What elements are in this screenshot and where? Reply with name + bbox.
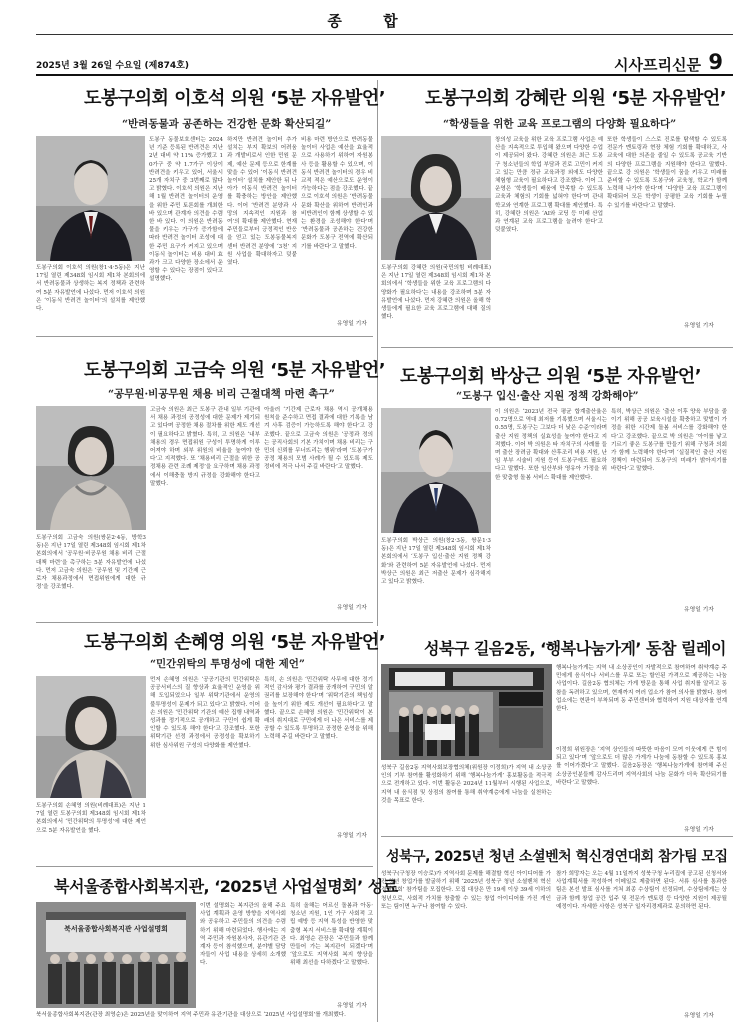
body-column: 도봉구 동물보호센터는 2024년 기준 등록된 반려견은 지난 2년 대비 약 11% 증가했고 10가구 중 약 1.7가구 이상이 반려견을 키우고 있어, 서울시 25개 자치구 중 3번째로 많다고 밝혔다. 이호석 의원은 지난해 1월 반려견 놀이터의 운영을 위한 주민 토론회를 개최한 바 있으며 관계자 의견을 수렴한 바 있다. 이 의원은 반려동물을 키우는 가구가 증가함에 따라 반려견 놀이터 조성에 대한 주민 요구가 커지고 있으며 이동식 놀이터는 비용 대비 효과가 크고 다양한 장소에서 운영할 수 있다는 장점이 있다고 설명했다. <box>149 137 223 283</box>
row-divider <box>36 866 373 867</box>
body-column: 참가 희망자는 오는 4월 11일까지 성북구청 누리집에 공고된 신청서와 사업계획서를 작성하여 이메일로 제출하면 된다. 서류 심사를 통과한 팀은 본선 발표 심사를 거쳐 최종 수상팀이 선정되며, 수상팀에게는 상금과 함께 창업 공간 입주 및 전문가 멘토링 등 다양한 지원이 제공될 예정이다. 자세한 사항은 성북구 일자리경제과로 문의하면 된다. <box>556 871 727 910</box>
body-column: 이번 설명회는 복지관의 올해 주요 사업 계획과 운영 방향을 지역사회와 공유하고 주민들의 의견을 수렴하기 위해 마련되었다. 행사에는 지역 주민과 자원봉사자, 유관기관 관계자 등이 참석했으며, 분야별 담당자들이 사업 내용을 상세히 소개했다. <box>200 903 286 967</box>
row-divider <box>36 622 373 623</box>
headline: 성북구 길음2동, ‘행복나눔가게’ 동참 릴레이 <box>424 639 726 658</box>
body-column: 하지만 반려견 놀이터 추가 설치는 부지 확보의 어려움과 개발비로서 인한 민원 문제, 예산 문제 등으로 한계를 맞을 수 있어 ‘이동식 반려견 놀이터’ 설치를 제안한 뒤 나아가 이동식 반려견 놀이터를 확충하는 방안을 제안했다. 이어 ‘반려견 분양과 사망의 지속적인 지원과 참여’의 확대를 제안했다. 현재 주민들로부터 긍정적인 반응을 얻고 있는 도봉동물복지센터 반려견 분양에 ‘3천’ 지원 사업을 확대하자고 덧붙였다. <box>227 137 297 267</box>
byline: 유영일 기자 <box>337 321 367 327</box>
body-column: 또한 학생들이 스스로 진로를 탐색할 수 있도록 전문가 멘토링과 현장 체험 기회를 확대하고, 사교육에 대한 의존을 줄일 수 있도록 공교육 기반의 다양한 프로그램을 지원해야 한다고 말했다. 끝으로 강 의원은 ‘학생들이 꿈을 키우고 미래를 준비할 수 있도록 도봉구와 교육청, 학교가 함께 노력해 나가야 한다’며 ‘다양한 교육 프로그램이 확대되어 모든 학생이 공평한 교육 기회를 누릴 수 있기를 바란다’고 말했다. <box>607 137 727 209</box>
body-column: 고금숙 의원은 최근 도봉구 관내 일부 기관에서 채용 과정의 공정성에 대한 문제가 제기되고 있다며 공정한 채용 절차를 위한 제도 개선이 필요하다고 밝혔다. 특히, 고 의원은 ‘내부채용의 경우 면접위원 구성이 투명하게 이루어져야 하며 외부 위원의 비율을 높여야 한다’고 지적했다. 또 ‘채용비리 근절을 위한 공정채용 관련 조례 제정’을 요구하며 채용 과정에서 이해충돌 방지 규정을 강화해야 한다고 말했다. <box>150 407 260 487</box>
body-column: 특히 올해는 어르신 돌봄과 아동·청소년 지원, 1인 가구 사회적 고립 예방 등 지역 특성을 반영한 맞춤형 복지 서비스를 확대할 계획이다. 최영순 관장은 ‘주민들과 함께 만들어 가는 복지관이 되겠다’며 ‘앞으로도 지역사회 복지 향상을 위해 최선을 다하겠다’고 말했다. <box>290 903 373 967</box>
row-divider <box>36 336 373 337</box>
subhead: “학생들을 위한 교육 프로그램의 다양화 필요하다” <box>443 118 677 130</box>
byline: 유영일 기자 <box>684 607 714 613</box>
column-divider <box>377 630 378 1022</box>
section-label: 종 합 <box>327 12 416 30</box>
portrait-photo <box>36 136 145 261</box>
photo-caption: 도봉구의회 고금숙 의원(쌍문2·4동, 방학3동)은 지난 17일 열린 제348회 임시회 제1차 본회의에서 ‘공무원·비공무원 채용 비리 근절대책 마련’을 촉구하는 5분 자유발언에 나섰다. 먼저 고금숙 의원은 ‘공무원 및 기간제 근로자 채용과정에서 면접위원에게 대한 규정’을 강조했다. <box>36 535 146 591</box>
headline: 도봉구의회 박상근 의원 ‘5분 자유발언’ <box>400 366 702 387</box>
subhead: “반려동물과 공존하는 건강한 문화 확산되길” <box>122 118 332 130</box>
byline: 유영일 기자 <box>684 1013 714 1019</box>
photo-caption: 도봉구의회 이호석 의원(창1·4·5동)은 지난 17일 열린 제348회 임시회 제1차 본회의에서 반려동물과 상생하는 복지 정책과 관련하여 5분 자유발언에 나섰다. 먼저 이호석 의원은 ‘이동식 반려견 놀이터’의 설치를 제안했다. <box>36 265 145 313</box>
row-divider <box>381 347 733 348</box>
photo-caption: 도봉구의회 박상근 의원(창2·3동, 쌍문1·3동)은 지난 17일 열린 제348회 임시회 제1차 본회의에서 ‘도봉구 입신·출산 지원 정책 강화’와 관련하여 5분 자유발언에 나섰다. 먼저 박상근 의원은 최근 저출산 문제가 심각해지고 있다고 밝혔다. <box>381 538 491 586</box>
page-number: 9 <box>708 50 723 74</box>
body-column: 먼저 손혜영 의원은 ‘공공기관의 민간위탁은 공공서비스의 질 향상과 효율적인 운영을 위해 도입되었으나 일부 위탁기관에서 운영의 불투명성이 문제가 되고 있다’고 밝혔다. 이어 손 의원은 ‘민간위탁 기관의 예산 집행 내역과 성과를 정기적으로 공개하고 구민이 쉽게 확인할 수 있도록 해야 한다’고 강조했다. 또한 위탁기관 선정 과정에서 공정성을 확보하기 위한 심사위원 구성의 다양화를 제안했다. <box>150 677 260 749</box>
byline: 유영일 기자 <box>337 1003 367 1009</box>
body-column: 특히, 손 의원은 ‘민간위탁 사무에 대한 정기적인 감사와 평가 결과를 공개하여 구민의 알 권리를 보장해야 한다’며 ‘위탁기관의 책임성을 높이기 위한 제도 개선이 필요하다’고 말했다. 끝으로 손혜영 의원은 ‘민간위탁이 본래의 취지대로 구민에게 더 나은 서비스를 제공할 수 있도록 투명하고 공정한 운영을 위해 노력해 주길 바란다’고 말했다. <box>264 677 373 741</box>
masthead: 시사프리신문 <box>614 56 701 74</box>
byline: 유영일 기자 <box>684 827 714 833</box>
event-photo <box>36 902 196 1008</box>
byline: 유영일 기자 <box>684 323 714 329</box>
photo-caption: 도봉구의회 손혜영 의원(비례대표)은 지난 17일 열린 도봉구의회 제348회 임시회 제1차 본회의에서 ‘민간위탁의 투명성’에 대한 제언으로 5분 자유발언을 했다. <box>36 803 146 834</box>
photo-caption: 북서울종합사회복지관(관장 최영순)은 2025년을 맞이하여 지역 주민과 유관기관을 대상으로 ‘2025년 사업설명회’를 개최했다. <box>36 1012 346 1018</box>
byline: 유영일 기자 <box>337 833 367 839</box>
subhead: “민간위탁의 투명성에 대한 제언” <box>150 658 305 670</box>
header-rule <box>36 34 733 35</box>
body-column: 비용 마련 방안으로 반려동물 놀이터 사업은 예산을 효율적으로 사용하기 위하여 자원봉사 등을 활용할 수 있으며, 이동식 반려견 놀이터의 경우 비교적 적은 예산으로도 운영이 가능하다는 점을 강조했다. 끝으로 이호석 의원은 ‘반려동물 문화 확산을 위하여 반려인과 비반려인이 함께 상생할 수 있는 환경을 조성해야 한다’며 ‘반려동물과 공존하는 건강한 문화가 도봉구 전역에 확산되기를 바란다’고 말했다. <box>301 137 373 250</box>
body-column: 특히, 박상근 의원은 ‘출산 이후 양육 부담을 줄이기 위해 공공 보육시설을 확충하고 맞벌이 가정을 위한 시간제 돌봄 서비스를 강화해야 한다’고 강조했다. 끝으로 박 의원은 ‘아이를 낳고 기르기 좋은 도봉구를 만들기 위해 구청과 의회가 함께 노력해야 한다’며 ‘실질적인 출산 지원 정책이 마련되어 도봉구의 미래가 밝아지기를 바란다’고 말했다. <box>611 409 727 473</box>
portrait-photo <box>381 408 491 533</box>
body-column: 성북구(구청장 이승로)가 지역사회 문제를 해결할 혁신 아이디어를 가진 청년 창업가를 발굴하기 위해 ‘2025년 성북구 청년 소셜벤처 혁신경연대회’ 참가팀을 모집한다. 모집 대상은 만 19세 이상 39세 이하의 청년으로, 사회적 가치를 창출할 수 있는 창업 아이디어를 가진 개인 또는 팀이면 누구나 참여할 수 있다. <box>381 871 551 910</box>
issue-date: 2025년 3월 26일 수요일 (제874호) <box>36 61 189 71</box>
body-column: 이 의원은 ‘2023년 전국 평균 합계출산율은 0.72명으로 역대 최저를 기록했으며 서울시는 0.55명, 도봉구는 그보다 더 낮은 수준’이라며 출산 지원 정책의 실효성을 높여야 한다고 지적했다. 이어 박 의원은 타 자치구의 사례를 들며 출산 장려금 확대와 산후조리 비용 지원, 난임 부부 시술비 지원 등이 도봉구에도 필요하다고 말했다. 또한 임산부와 영유아 가정을 위한 맞춤형 돌봄 서비스 확대를 제안했다. <box>495 409 607 481</box>
portrait-photo <box>36 676 146 798</box>
body-column: 이정희 위원장은 ‘지역 상인들의 따뜻한 마음이 모여 이웃에게 큰 힘이 되고 있다’며 ‘앞으로도 더 많은 가게가 나눔에 동참할 수 있도록 홍보를 이어가겠다’고 말했다. 길음2동장은 ‘행복나눔가게에 참여해 주신 소상공인분들께 감사드리며 지역사회의 나눔 문화가 더욱 확산되기를 바란다’고 말했다. <box>556 747 727 786</box>
headline: 도봉구의회 강혜란 의원 ‘5분 자유발언’ <box>425 88 727 109</box>
masthead-rule <box>36 74 733 76</box>
headline: 도봉구의회 고금숙 의원 ‘5분 자유발언’ <box>84 360 386 381</box>
row-divider <box>381 836 733 837</box>
column-divider <box>377 80 378 626</box>
headline: 도봉구의회 손혜영 의원 ‘5분 자유발언’ <box>84 632 386 653</box>
photo-banner-text: 북서울종합사회복지관 사업설명회 <box>64 925 168 933</box>
store-photo <box>381 664 552 760</box>
portrait-photo <box>36 406 146 530</box>
body-column: 창의성 교육을 위한 교육 프로그램 사업은 예산을 지속적으로 투입해 왔으며 다양한 수업이 제공되어 왔다. 강혜란 의원은 최근 도봉구 청소년들의 학업 부담과 진로 고민이 커지고 있는 만큼 정규 교육과정 외에도 다양한 체험형 교육이 필요하다고 강조했다. 이어 그 운영은 ‘학생들이 배움에 만족할 수 있도록 교육과 체험의 기회를 넓혀야 한다’며 관내 학교와 연계한 프로그램 확대를 제안했다. 특히, 강혜란 의원은 ‘AI와 코딩 등 미래 산업과 연계된 교육 프로그램을 늘려야 한다’고 덧붙였다. <box>495 137 603 234</box>
byline: 유영일 기자 <box>337 605 367 611</box>
headline: 도봉구의회 이호석 의원 ‘5분 자유발언’ <box>84 88 386 109</box>
body-column: 아울러 ‘기간제 근로자 채용 역시 공개채용 원칙을 준수하고 면접 결과에 대한 기록을 남겨 사후 검증이 가능하도록 해야 한다’고 강조했다. 끝으로 고금숙 의원은 ‘공정과 정의는 공직사회의 기본 가치이며 채용 비리는 구민의 신뢰를 무너뜨리는 행위’라며 ‘도봉구가 공정 채용의 모범 사례가 될 수 있도록 제도 정비에 적극 나서 주길 바란다’고 말했다. <box>264 407 373 471</box>
headline: 성북구, 2025년 청년 소셜벤처 혁신경연대회 참가팀 모집 <box>386 849 728 865</box>
headline: 북서울종합사회복지관, ‘2025년 사업설명회’ 성료 <box>54 877 398 896</box>
portrait-photo <box>381 136 491 260</box>
body-column: 행복나눔가게는 지역 내 소상공인이 자발적으로 참여하여 취약계층 주민에게 음식이나 서비스를 무료 또는 할인된 가격으로 제공하는 나눔 사업이다. 길음2동 협의체는 가게 방문을 통해 사업 취지를 알리고 동참을 독려하고 있으며, 현재까지 여러 업소가 참여 의사를 밝혔다. 참여 업소에는 현판이 부착되며 동 주민센터와 협력하여 지원 대상자를 연계한다. <box>556 665 727 713</box>
subhead: “공무원·비공무원 채용 비리 근절대책 마련 촉구” <box>108 388 335 400</box>
subhead: “도봉구 입신·출산 지원 정책 강화해야” <box>456 390 639 402</box>
photo-caption: 성북구 길음2동 지역사회보장협의체(위원장 이정희)가 지역 내 소상공인의 기부 참여를 활성화하기 위해 ‘행복나눔가게’ 홍보활동을 적극적으로 전개하고 있다. 이번 활동은 2024년 11월부터 시행된 사업으로, 지역 내 음식점 및 상점의 참여를 통해 취약계층에게 나눔을 실천하는 것을 목표로 한다. <box>381 765 552 804</box>
photo-caption: 도봉구의회 강혜란 의원(국민의힘 비례대표)은 지난 17일 열린 제348회 임시회 제1차 본회의에서 ‘학생들을 위한 교육 프로그램의 다양화가 필요하다’는 내용을 강조하며 5분 자유발언에 나섰다. 먼저 강혜란 의원은 올해 학생들에게 필요한 교육 프로그램에 대해 질의했다. <box>381 265 491 321</box>
